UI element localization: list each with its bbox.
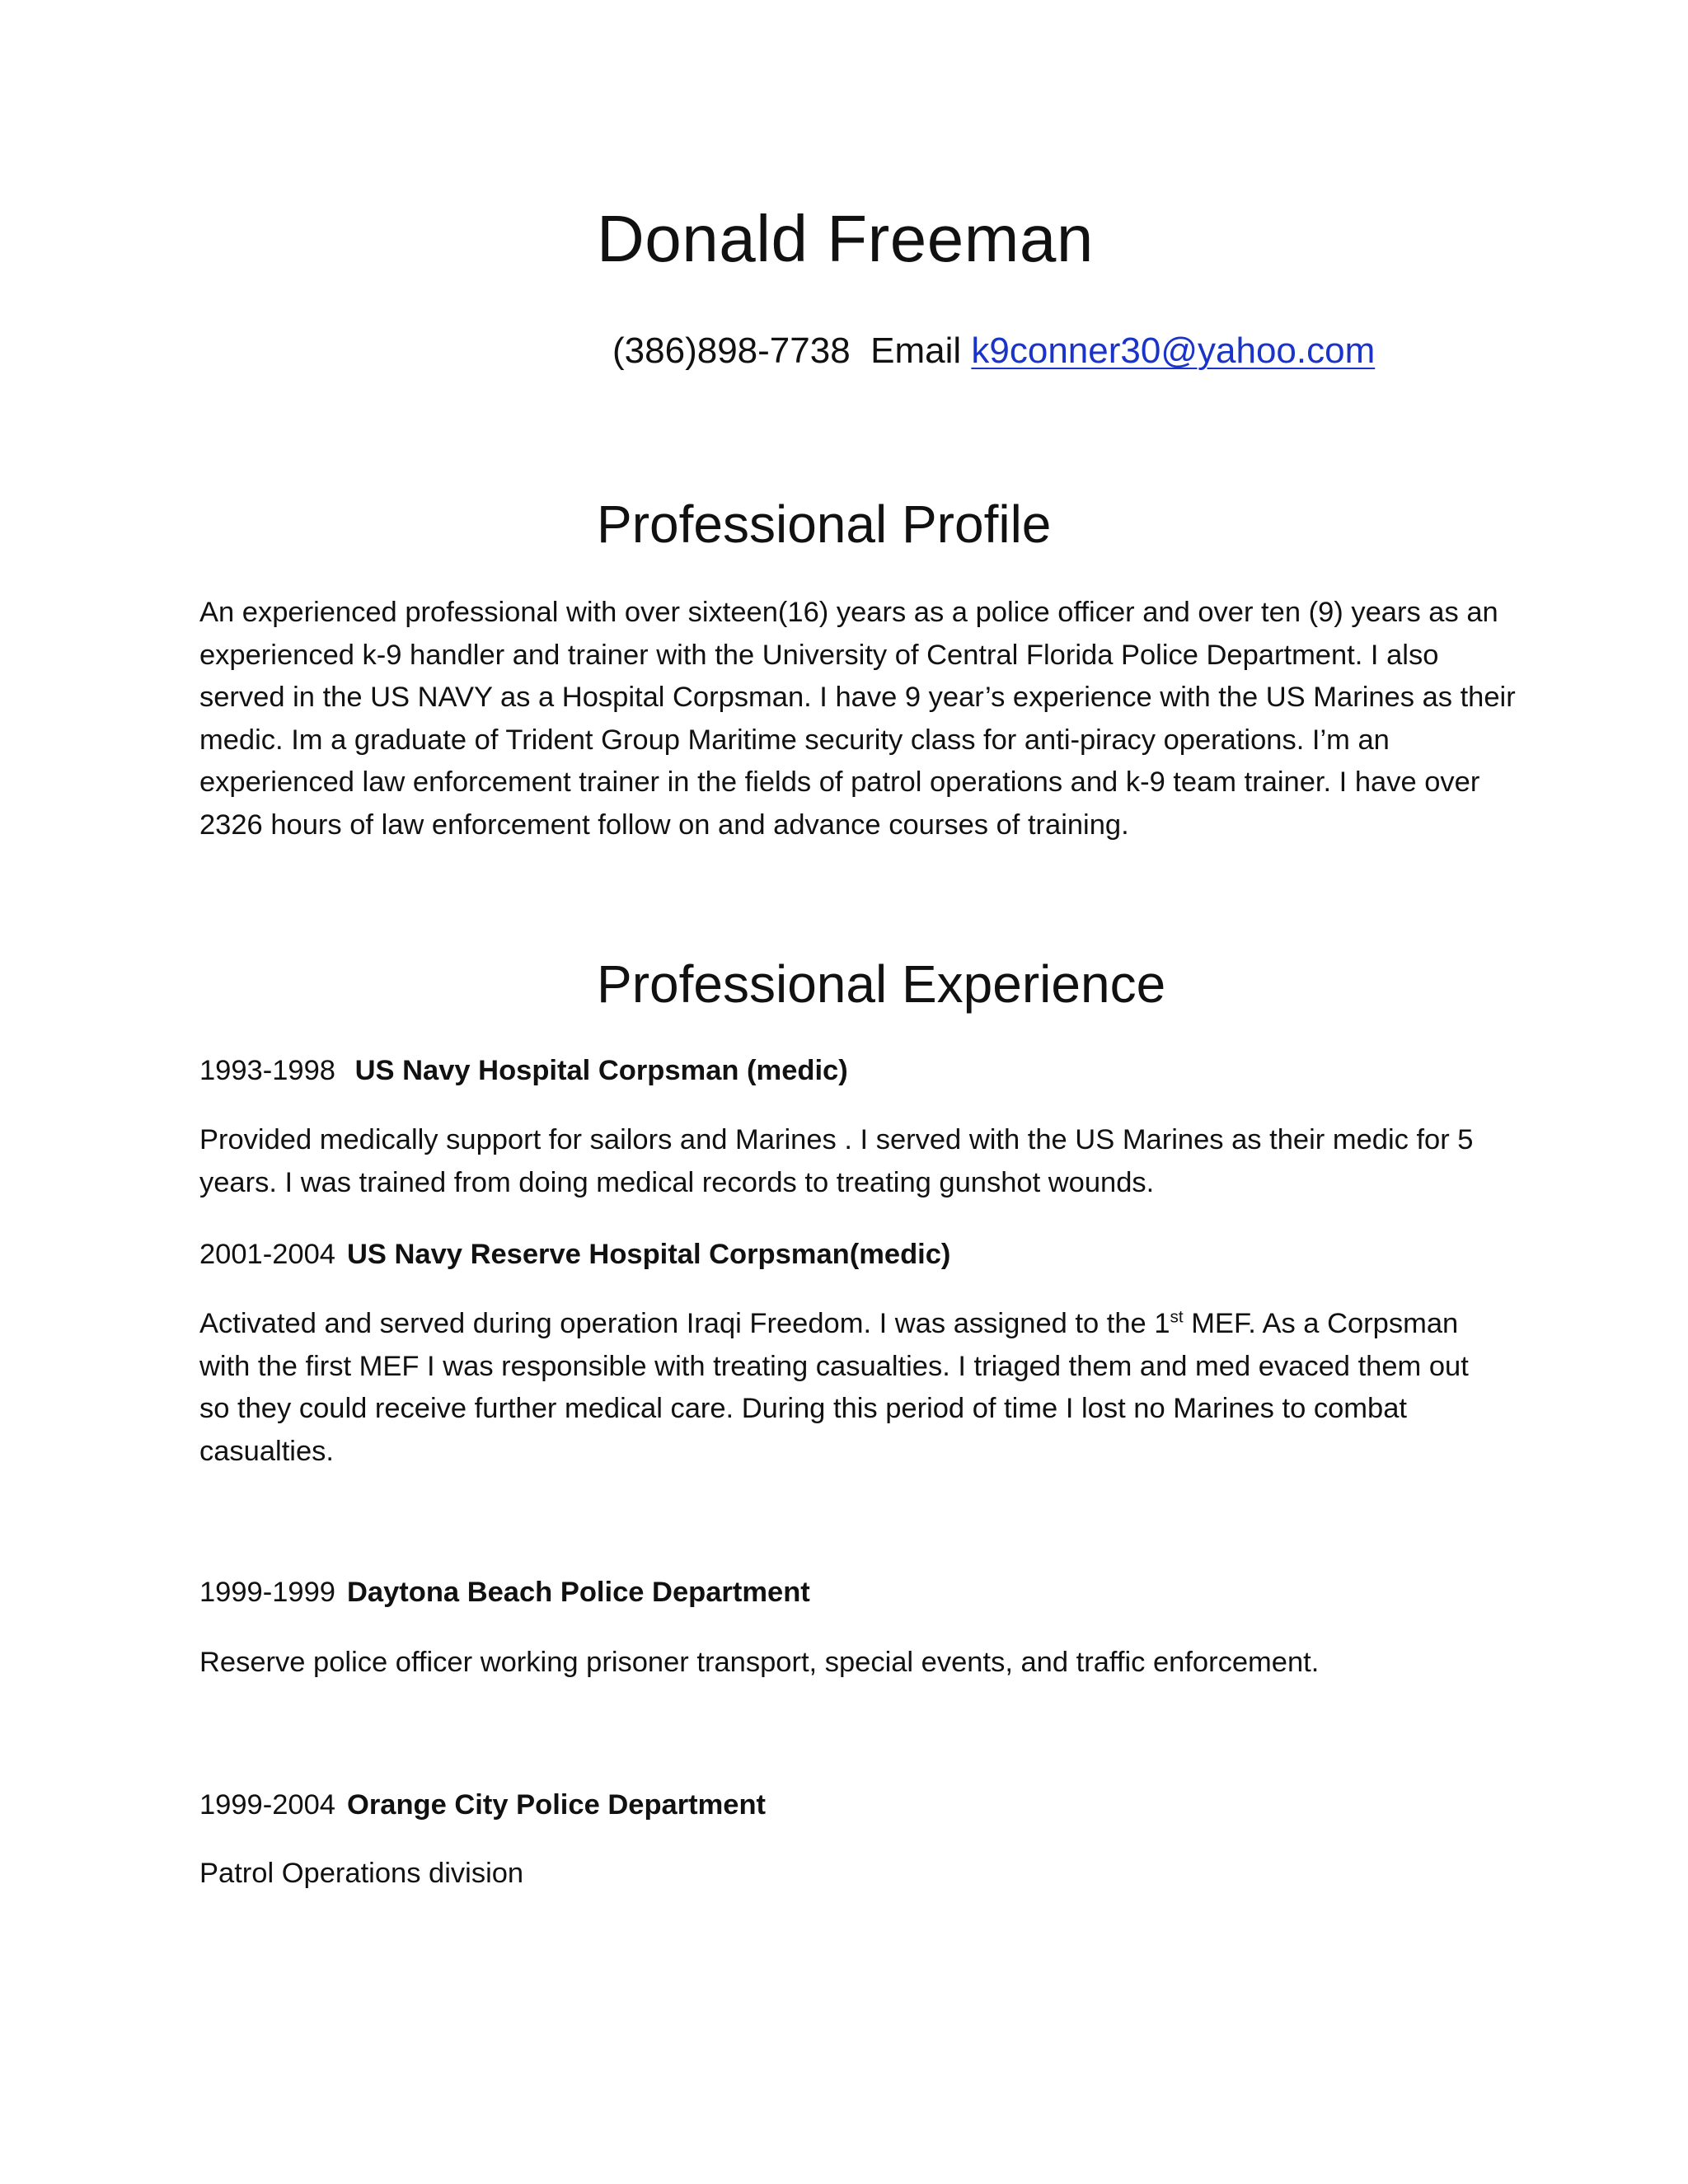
job-description [199,1853,1493,1896]
job-description-line [199,1303,1493,1346]
contact-line [612,326,1375,376]
job-header [199,1785,766,1825]
job-years: 1999-2004 [199,1789,335,1821]
profile-line: served in the US NAVY as a Hospital Corpsman. I have 9 year’s experience with the US Marines as their [199,682,1516,713]
email-link[interactable]: k9conner30@yahoo.com [971,330,1376,371]
job-years: 1999-1999 [199,1577,335,1608]
profile-heading: Professional Profile [597,494,1052,554]
job-title: Daytona Beach Police Department [347,1577,810,1608]
job-title: US Navy Hospital Corpsman (medic) [354,1055,848,1086]
job-years: 1993-1998 [199,1055,335,1086]
profile-paragraph [199,592,1516,846]
job-description-line: Provided medically support for sailors and Marines . I served with the US Marines as their medic for 5 [199,1124,1474,1155]
profile-line: medic. Im a graduate of Trident Group Maritime security class for anti-piracy operations. I’m an [199,724,1390,756]
email-label: Email [870,330,962,371]
phone-number: (386)898-7738 [612,330,851,371]
job-years: 2001-2004 [199,1239,335,1270]
job-description [199,1119,1493,1204]
job-description-line: Reserve police officer working prisoner transport, special events, and traffic enforcement. [199,1647,1320,1678]
job-description-line: Patrol Operations division [199,1858,524,1889]
job-header [199,1051,848,1090]
profile-line: An experienced professional with over sixteen(16) years as a police officer and over ten (9) years as an [199,597,1498,628]
job-description-line: years. I was trained from doing medical records to treating gunshot wounds. [199,1166,1155,1198]
line-text: Activated and served during operation Iraqi Freedom. I was assigned to the 1 [199,1308,1170,1339]
job-description [199,1303,1493,1473]
job-header [199,1235,950,1274]
job-description-line: with the first MEF I was responsible with treating casualties. I triaged them and med evaced them out [199,1350,1469,1382]
job-title: US Navy Reserve Hospital Corpsman(medic) [347,1239,951,1270]
profile-line: experienced k-9 handler and trainer with the University of Central Florida Police Department. I also [199,639,1439,671]
job-title: Orange City Police Department [347,1789,767,1821]
ordinal-suffix: st [1170,1307,1184,1327]
job-description [199,1642,1493,1685]
line-text: MEF. As a Corpsman [1183,1308,1459,1339]
profile-line: experienced law enforcement trainer in the fields of patrol operations and k-9 team trainer. I have over [199,766,1480,798]
job-description-line: casualties. [199,1435,334,1467]
experience-heading: Professional Experience [597,954,1166,1014]
profile-line: 2326 hours of law enforcement follow on and advance courses of training. [199,808,1129,841]
job-header [199,1572,810,1612]
job-description-line: so they could receive further medical care. During this period of time I lost no Marines to combat [199,1393,1408,1424]
candidate-name: Donald Freeman [597,202,1094,275]
